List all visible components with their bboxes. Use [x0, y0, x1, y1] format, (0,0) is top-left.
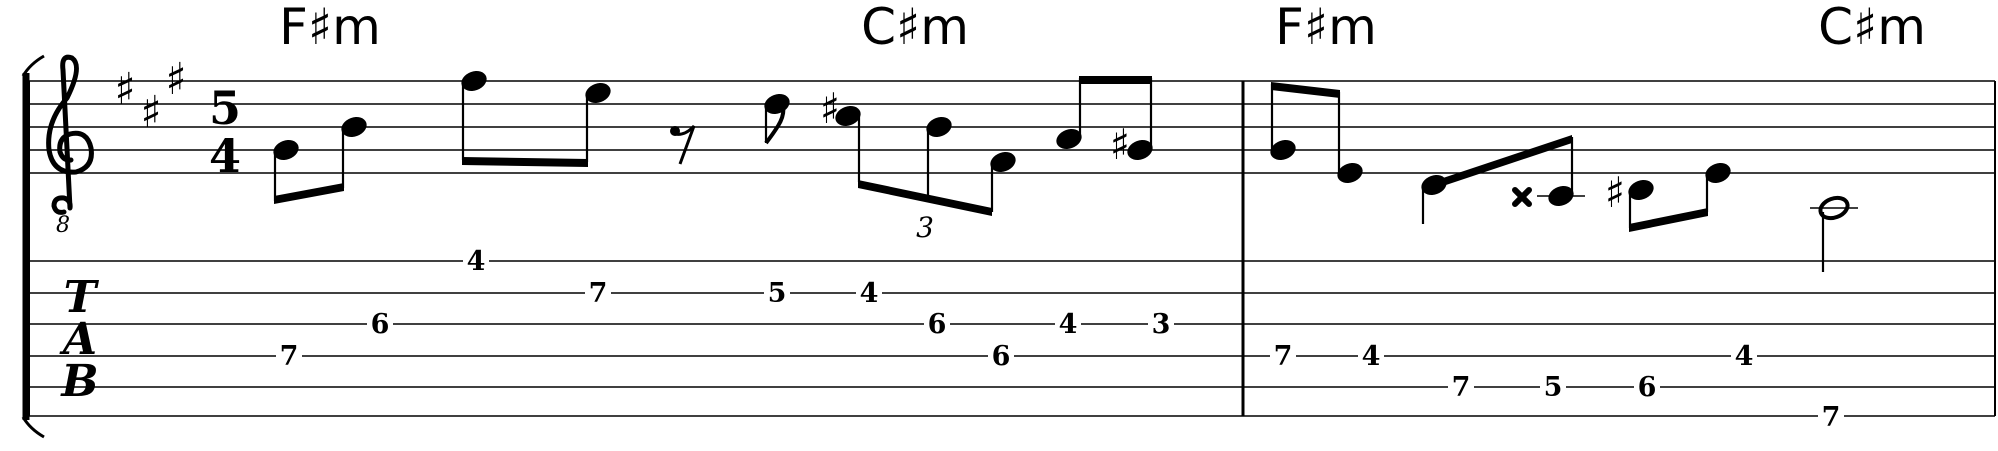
key-sharp-c: ♯	[140, 87, 162, 138]
sharp-icon: ♯	[1604, 168, 1626, 217]
time-signature-bottom: 4	[208, 129, 242, 183]
fret-number: 4	[1361, 341, 1381, 372]
fret-number: 6	[991, 341, 1011, 372]
clef-octave-mark: 8	[56, 213, 70, 238]
fret-number: 6	[927, 309, 947, 340]
beam	[1422, 135, 1572, 193]
key-sharp-f: ♯	[114, 64, 136, 115]
chord-symbol: F♯m	[1275, 0, 1377, 56]
beam	[462, 157, 588, 167]
time-signature-top: 5	[208, 81, 242, 135]
fret-number: 7	[1273, 341, 1293, 372]
bracket-bottom-hook	[23, 417, 44, 437]
fret-number: 7	[279, 341, 299, 372]
key-signature	[114, 54, 186, 138]
fret-number: 7	[588, 278, 608, 309]
fret-number: 4	[859, 278, 879, 309]
chord-symbol: C♯m	[1818, 0, 1926, 56]
tab-staff	[28, 261, 1995, 416]
fret-number: 4	[1734, 341, 1754, 372]
key-sharp-g: ♯	[165, 54, 187, 105]
sharp-icon: ♯	[1109, 120, 1131, 169]
fret-number: 6	[1637, 372, 1657, 403]
fret-number: 6	[370, 309, 390, 340]
fret-number: 3	[1151, 309, 1171, 340]
bracket-top-hook	[23, 56, 44, 76]
fret-number: 4	[466, 246, 486, 277]
beam	[274, 183, 344, 204]
eighth-rest-icon	[670, 126, 694, 164]
tab-clef-b: B	[61, 356, 99, 407]
note-beams	[274, 76, 1708, 232]
tab-clef-a: A	[62, 314, 98, 365]
chord-symbol: C♯m	[861, 0, 969, 56]
chord-symbols	[279, 0, 1926, 56]
double-sharp-icon	[1515, 190, 1529, 204]
beam	[1079, 76, 1152, 84]
sharp-icon: ♯	[819, 84, 841, 133]
note-stems	[275, 78, 1823, 272]
chord-symbol: F♯m	[279, 0, 381, 56]
fret-number: 4	[1058, 309, 1078, 340]
tab-clef	[59, 272, 100, 407]
fret-number: 7	[1451, 372, 1471, 403]
fret-number: 5	[767, 278, 787, 309]
tab-clef-t: T	[63, 272, 97, 323]
tuplet-label: 3	[916, 211, 934, 244]
beam	[1271, 82, 1340, 98]
fret-number: 7	[1821, 402, 1841, 433]
beam	[1629, 208, 1708, 232]
fret-number: 5	[1543, 372, 1563, 403]
tab-fret-numbers	[276, 244, 1844, 434]
